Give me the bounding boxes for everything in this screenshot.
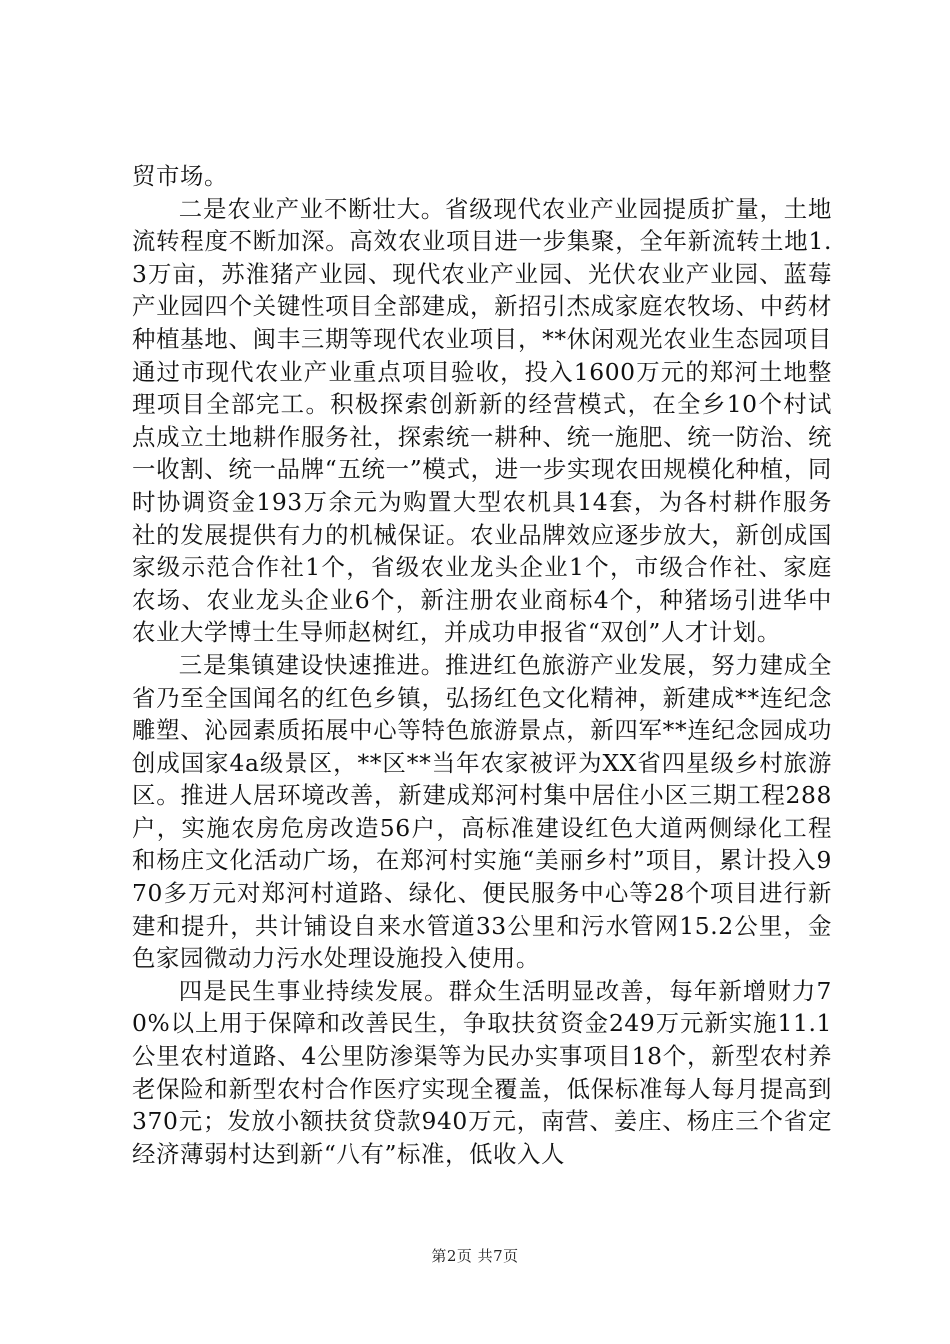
- paragraph-town-construction: 三是集镇建设快速推进。推进红色旅游产业发展，努力建成全省乃至全国闻名的红色乡镇，弘扬红色文化精神，新建成**连纪念雕塑、沁园素质拓展中心等特色旅游景点，新四军**连纪念园成功创成国家4a级景区，**区**当年农家被评为XX省四星级乡村旅游区。推进人居环境改善，新建成郑河村集中居住小区三期工程288户，实施农房危房改造56户，高标准建设红色大道两侧绿化工程和杨庄文化活动广场，在郑河村实施“美丽乡村”项目，累计投入970多万元对郑河村道路、绿化、便民服务中心等28个项目进行新建和提升，共计铺设自来水管道33公里和污水管网15.2公里，金色家园微动力污水处理设施投入使用。: [132, 650, 832, 973]
- paragraph-livelihood: 四是民生事业持续发展。群众生活明显改善，每年新增财力70%以上用于保障和改善民生，争取扶贫资金249万元新实施11.1公里农村道路、4公里防渗渠等为民办实事项目18个，新型农村养老保险和新型农村合作医疗实现全覆盖，低保标准每人每月提高到370元；发放小额扶贫贷款940万元，南营、姜庄、杨庄三个省定经济薄弱村达到新“八有”标准，低收入人: [132, 976, 832, 1168]
- document-body: [132, 160, 832, 1170]
- paragraph-agriculture: 二是农业产业不断壮大。省级现代农业产业园提质扩量，土地流转程度不断加深。高效农业项目进一步集聚，全年新流转土地1.3万亩，苏淮猪产业园、现代农业产业园、光伏农业产业园、蓝莓产业园四个关键性项目全部建成，新招引杰成家庭农牧场、中药材种植基地、闽丰三期等现代农业项目，**休闲观光农业生态园项目通过市现代农业产业重点项目验收，投入1600万元的郑河土地整理项目全部完工。积极探索创新新的经营模式，在全乡10个村试点成立土地耕作服务社，探索统一耕种、统一施肥、统一防治、统一收割、统一品牌“五统一”模式，进一步实现农田规模化种植，同时协调资金193万余元为购置大型农机具14套，为各村耕作服务社的发展提供有力的机械保证。农业品牌效应逐步放大，新创成国家级示范合作社1个，省级农业龙头企业1个，市级合作社、家庭农场、农业龙头企业6个，新注册农业商标4个，种猪场引进华中农业大学博士生导师赵树红，并成功申报省“双创”人才计划。: [132, 194, 832, 647]
- page-number-footer: 第2页 共7页: [431, 1247, 519, 1265]
- paragraph-continuation: 贸市场。: [132, 162, 228, 190]
